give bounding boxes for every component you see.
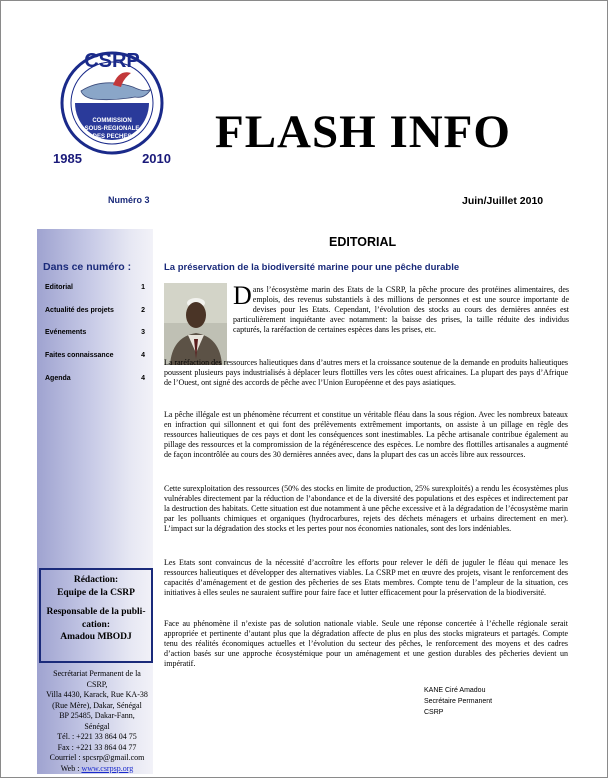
signature-name: KANE Ciré Amadou	[424, 687, 486, 694]
article-headline: La préservation de la biodiversité marine pour une pêche durable	[164, 262, 460, 273]
signature-org: CSRP	[424, 709, 444, 716]
address-line: CSRP,	[86, 679, 108, 689]
website-label: Web :	[60, 763, 82, 773]
toc-item-label: Faites connaissance	[45, 352, 114, 359]
toc-title: Dans ce numéro :	[43, 261, 132, 273]
author-photo	[164, 283, 227, 365]
toc-item-evenements[interactable]	[45, 329, 145, 336]
issue-date: Juin/Juillet 2010	[462, 195, 544, 207]
logo-year-end: 2010	[142, 151, 171, 166]
address-line: Sénégal	[84, 721, 110, 731]
toc-item-label: Evénements	[45, 329, 87, 336]
paragraph-1	[233, 281, 569, 335]
issue-number: Numéro 3	[108, 195, 150, 205]
svg-text:COMMISSION: COMMISSION	[92, 118, 132, 124]
newsletter-title: FLASH INFO	[215, 106, 511, 158]
secretariat-address	[39, 669, 155, 774]
svg-text:SOUS-REGIONALE: SOUS-REGIONALE	[84, 126, 140, 132]
publication-manager-label-cont: cation:	[82, 619, 110, 630]
redaction-team: Equipe de la CSRP	[57, 587, 135, 598]
logo-years	[53, 151, 171, 166]
toc-item-actualite[interactable]	[45, 307, 145, 314]
address-line: Secrétariat Permanent de la	[53, 669, 141, 678]
paragraph-2: La raréfaction des ressources halieutiques dans d’autres mers et la croissance soutenue de la demande en produits halieutiques poussent plusieurs pays industrialisés à déplacer leurs flottilles vers les côtes ouest africaines. La plupart des pays d’Afrique de l’Ouest, ont signé des accords de pêche avec l’Union Européenne et des pays asiatiques.	[164, 358, 568, 387]
svg-text:DES PECHES: DES PECHES	[92, 134, 132, 140]
toc-item-page: 1	[141, 284, 145, 291]
toc-item-page: 3	[141, 329, 145, 336]
fax-number: Fax : +221 33 864 04 77	[57, 742, 137, 752]
toc-item-page: 4	[141, 352, 145, 359]
publication-manager-label: Responsable de la publi-	[46, 607, 146, 617]
paragraph-4: Cette surexploitation des ressources (50% des stocks en limite de production, 25% surexploités) a rendu les écosystèmes plus vulnérables directement par la réduction de l’abondance et de la diversité des populations et des espèces et indirectement par la destruction des habitats. Cette situation est due notamment à une pêche excessive et à la dégradation de l’écosystème marin par les polluants chimiques et organiques (hydrocarbures, rejets des déchets ménagers et urbains directement en mer). L’impact sur la dégradation des stocks et les pertes pour nos économies nationales, sont des lors indéniables.	[164, 484, 568, 533]
redaction-label: Rédaction:	[73, 575, 119, 585]
publication-manager-name: Amadou MBODJ	[60, 632, 132, 642]
logo-acronym: CSRP	[84, 50, 140, 72]
website-link[interactable]: www.csrpsp.org	[81, 763, 134, 773]
toc-item-page: 2	[141, 307, 145, 314]
toc-item-label: Editorial	[45, 284, 74, 291]
paragraph-5: Les Etats sont convaincus de la nécessité d’accroître les efforts pour relever le défi de juguler le fléau qui menace les ressources halieutiques et développer des alternatives viables. La CSRP met en œuvre des projets, visant le renforcement des capacités d’aménagement et de gestion des pêcheries de ses Etats membres. Compte tenu de l’ampleur de la situation, ces initiatives à elles seules ne sauraient suffire pour faire face et lutter efficacement pour la préservation de la biodiversité.	[164, 558, 568, 597]
section-title: EDITORIAL	[329, 235, 397, 249]
signature-block	[424, 685, 492, 718]
paragraph-3: La pêche illégale est un phénomène récurrent et constitue un véritable fléau dans la sous région. Avec les nombreux bateaux en infraction qui sillonnent et qui font des prélèvements extrêmement importants, on assiste à un pillage en règle des ressources halieutiques de ces pays et dont les conséquences sont inestimables. La pêche artisanale contribue également au pillage des ressources et la compromission de la régénérescence des espèces. Le nombre des flottilles artisanales a augmenté de façon incontrôlée au cours des 30 dernières années avec, dans la plupart des cas un accès libre aux ressources.	[164, 410, 568, 459]
toc-item-label: Actualité des projets	[45, 307, 114, 314]
toc-item-page: 4	[141, 375, 145, 382]
toc-item-label: Agenda	[45, 375, 71, 382]
address-line: (Rue Mère), Dakar, Sénégal	[52, 700, 142, 710]
address-line: BP 25485, Dakar-Fann,	[59, 711, 135, 720]
csrp-logo	[53, 39, 171, 169]
toc-item-editorial[interactable]	[45, 284, 145, 291]
phone-number: Tél. : +221 33 864 04 75	[57, 732, 137, 741]
toc-item-faites-connaissance[interactable]	[45, 352, 145, 359]
redaction-box	[39, 568, 153, 663]
drop-cap: D	[233, 281, 252, 310]
signature-role: Secrétaire Permanent	[424, 698, 493, 705]
address-line: Villa 4430, Karack, Rue KA-38	[46, 690, 148, 699]
paragraph-6: Face au phénomène il n’existe pas de solution nationale viable. Seule une réponse concertée à l’échelle régionale serait appropriée et pertinente d’autant plus que la dégradation affecte de plus en plus des stocks migrateurs et partagés. Compte tenu des réalités économiques actuelles et l’évolution du secteur des pêches, le renforcement des moyens et des cadres d’action basés sur une approche écosystémique pour un aménagement et une gestion durables des pêcheries devient un impératif.	[164, 619, 568, 668]
email-address: Courriel : spcsrp@gmail.com	[49, 753, 145, 762]
logo-year-start: 1985	[53, 151, 82, 166]
toc-item-agenda[interactable]	[45, 375, 145, 382]
website-line	[39, 764, 155, 775]
paragraph-text: ans l’écosystème marin des Etats de la CSRP, la pêche procure des protéines alimentaires, des emplois, des revenus substantiels à des millions de personnes et est une source importante de devises pour les Etats. Cependant, l’évolution des stocks au cours des dernières années est particulièrement inquiétante avec notamment: la baisse des prises, la taille réduite des individus capturés, la raréfaction de certaines espèces dans les prises, etc.	[233, 285, 569, 334]
